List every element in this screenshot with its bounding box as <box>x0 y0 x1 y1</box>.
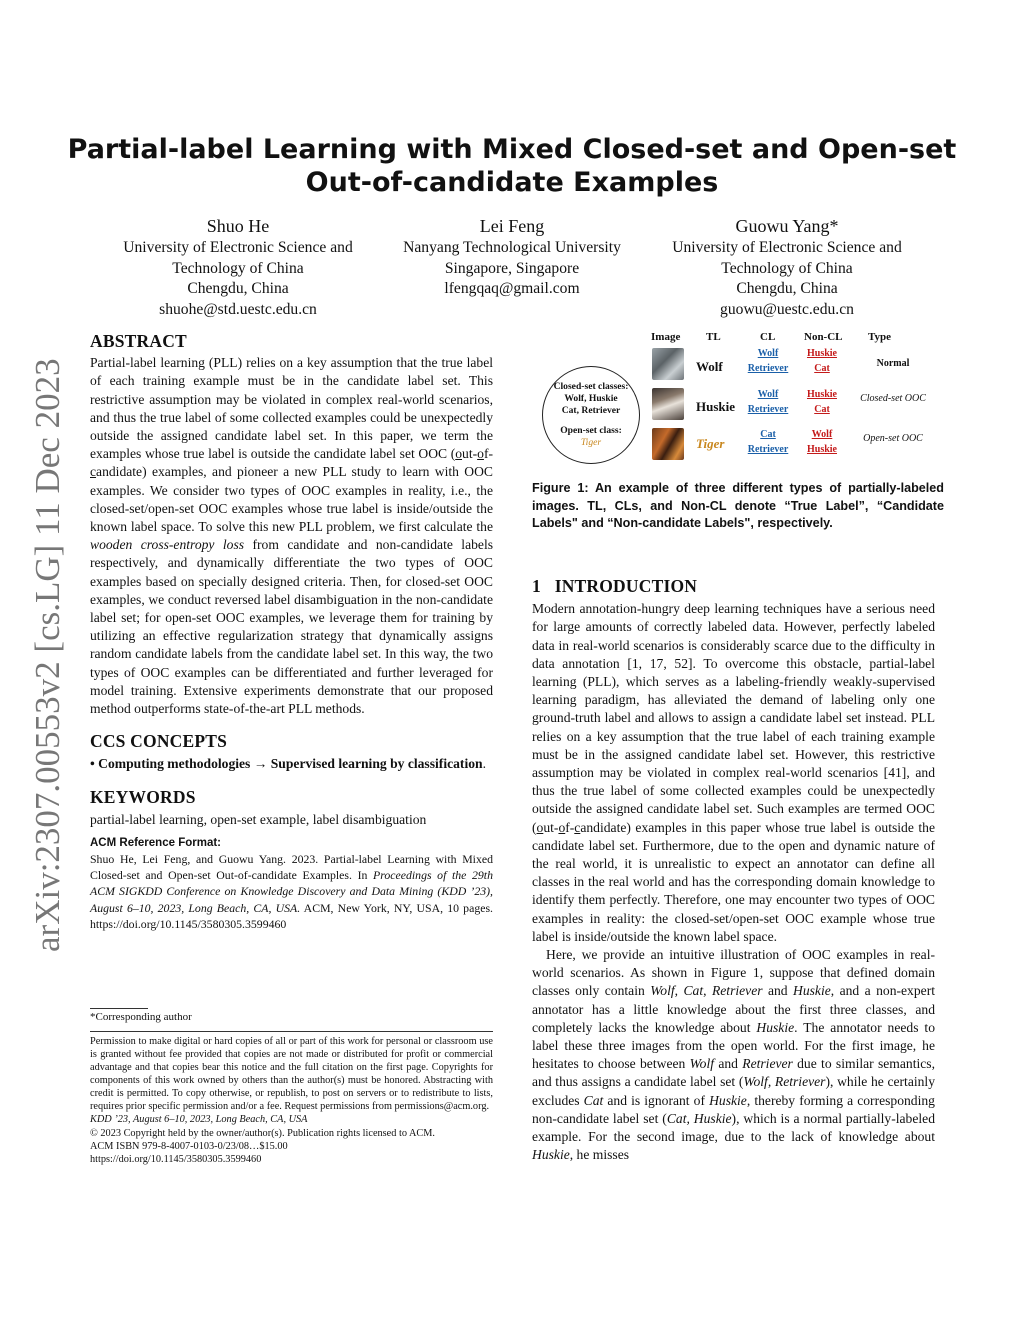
closed-set-list: Wolf, Huskie <box>564 393 618 404</box>
abstract-text: Partial-label learning (PLL) relies on a key assumption that the true label of each training example must be in the candidate label set. This restrictive assumption may be violated in complex real-world scenarios, and thus the true label of some collected examples could be unexpectedly outside the assigned candidate label set. In this paper, we term the examples whose true label is outside the candidate label set OOC (out-of-candidate) examples, and pioneer a new PLL study to learn with OOC examples. We consider two types of OOC examples in reality, i.e., the closed-set/open-set OOC examples whose true label is inside/outside the known label space. To solve this new PLL problem, we first calculate the wooden cross-entropy loss from candidate and non-candidate labels respectively, and dynamically differentiate the two types of OOC examples based on specially designed criteria. Then, for closed-set OOC examples, we conduct reversed label disambiguation in the non-candidate label set; for open-set OOC examples, we leverage them for training by utilizing an effective regularization strategy that dynamically assigns random candidate labels from the candidate label set. In this way, the two types of OOC examples can be differentiated and further leveraged for model training. Extensive experiments demonstrate that our proposed method outperforms state-of-the-art PLL methods. <box>90 355 494 717</box>
author-affiliation: Singapore, Singapore <box>444 259 580 277</box>
permission-block <box>90 1036 493 1167</box>
tiger-image <box>652 428 684 460</box>
author-city: Chengdu, China <box>736 280 838 297</box>
true-label: Wolf <box>696 359 723 374</box>
doi-line: https://doi.org/10.1145/3580305.3599460 <box>90 1154 262 1166</box>
conference-line: KDD ’23, August 6–10, 2023, Long Beach, CA, USA <box>90 1114 308 1126</box>
left-column <box>90 332 493 932</box>
author-3 <box>647 214 927 320</box>
copyright-line: © 2023 Copyright held by the owner/author(s). Publication rights licensed to ACM. <box>90 1128 436 1140</box>
wolf-image <box>652 348 684 380</box>
author-name: Shuo He <box>206 216 270 236</box>
candidate-labels: Wolf Retriever <box>747 348 789 374</box>
closed-set-label: Closed-set classes: <box>553 381 629 392</box>
candidate-labels: Cat Retriever <box>747 429 789 455</box>
author-email: guowu@uestc.edu.cn <box>720 300 854 318</box>
figure-1 <box>540 330 940 470</box>
reference-format-text: Shuo He, Lei Feng, and Guowu Yang. 2023. Partial-label Learning with Mixed Closed-set and Open-set Out-of-candidate Examples. In Proceedings of the 29th ACM SIGKDD Conference on Knowledge Discovery and Data Mining (KDD ’23), August 6–10, 2023, Long Beach, CA, USA. ACM, New York, NY, USA, 10 pages. https://doi.org/10.1145/3580305.3599460 <box>90 852 493 931</box>
huskie-image <box>652 388 684 420</box>
right-column <box>532 577 935 1165</box>
keywords-text: partial-label learning, open-set example, label disambiguation <box>90 811 427 827</box>
example-type: Closed-set OOC <box>860 393 926 404</box>
author-affiliation: University of Electronic Science and <box>672 239 902 256</box>
header-noncl: Non-CL <box>804 331 843 343</box>
author-name: Guowu Yang* <box>735 216 839 236</box>
header-image: Image <box>651 331 681 343</box>
author-affiliation: Technology of China <box>172 259 304 277</box>
intro-paragraph-2: Here, we provide an intuitive illustration of OOC examples in real-world scenarios. As shown in Figure 1, suppose that defined domain classes only contain Wolf, Cat, Retriever and Huskie, and a non-expert annotator has a little knowledge about the first three classes, and completely lacks the knowledge about Huskie. The annotator needs to label these three images from the open world. For the first image, he hesitates to choose between Wolf and Retriever due to similar semantics, and thus assigns a candidate label set (Wolf, Retriever), while he certainly excludes Cat and is ignorant of Huskie, thereby forming a corresponding non-candidate label set (Cat, Huskie), which is a normal partially-labeled example. For the second image, due to the lack of knowledge about Huskie, he misses <box>532 947 935 1163</box>
non-candidate-labels: Huskie Cat <box>806 348 837 374</box>
figure-caption: Figure 1: An example of three different types of partially-labeled images. TL, CLs, and Non-CL denote “True Label”, “Candidate Labels" and “Non-candidate Labels", respectively. <box>532 481 944 530</box>
ccs-text: • Computing methodologies → Supervised learning by classification. <box>90 756 486 772</box>
abstract-heading: ABSTRACT <box>90 331 187 351</box>
candidate-labels: Wolf Retriever <box>747 389 789 415</box>
author-2 <box>372 214 652 300</box>
example-type: Open-set OOC <box>863 433 923 444</box>
isbn-line: ACM ISBN 979-8-4007-0103-0/23/08…$15.00 <box>90 1141 288 1153</box>
non-candidate-labels: Wolf Huskie <box>806 429 837 455</box>
header-type: Type <box>868 331 892 343</box>
author-affiliation: Technology of China <box>721 259 853 277</box>
reference-format-heading: ACM Reference Format: <box>90 837 221 850</box>
permission-rule <box>90 1031 493 1032</box>
class-ellipse <box>542 366 640 464</box>
arxiv-stamp: arXiv:2307.00553v2 [cs.LG] 11 Dec 2023 <box>28 358 67 952</box>
author-email: lfengqaq@gmail.com <box>444 280 580 297</box>
author-name: Lei Feng <box>479 216 545 236</box>
author-affiliation: Nanyang Technological University <box>403 239 621 256</box>
true-label: Huskie <box>696 399 736 414</box>
introduction-heading: 1 INTRODUCTION <box>532 576 698 596</box>
author-1 <box>98 214 378 320</box>
intro-paragraph-1: Modern annotation-hungry deep learning techniques have a serious need for large amounts of correctly labeled data. However, perfectly labeled data in real-world scenarios is considerably scarce due to the difficulty in data annotation [1, 17, 52]. To overcome this obstacle, partial-label learning (PLL), which serves as a labeling-friendly weakly-supervised learning paradigm, has alleviated the demand of labeling only one ground-truth label and allows to assign a candidate label set instead. PLL relies on a key assumption that the true label of each training example must be in the assigned candidate label set. However, this restrictive assumption may be violated in complex real-world scenarios [41], and thus the true label of some collected examples could be unexpectedly outside the assigned candidate label set. Such examples are termed OOC (out-of-candidate) examples in this paper whose true label is outside the candidate label set. Furthermore, due to the open and dynamic nature of the real world, it is unrealistic to expect an annotator can define all classes in the real world and has the corresponding domain knowledge to identify them perfectly. Therefore, one may encounter two types of OOC examples in reality: the closed-set/open-set OOC example whose true label is inside/outside the known label space. <box>532 601 935 944</box>
example-type: Normal <box>876 358 910 369</box>
paper-title: Partial-label Learning with Mixed Closed-set and Open-set Out-of-candidate Examples <box>67 134 957 198</box>
ccs-heading: CCS CONCEPTS <box>90 731 228 752</box>
author-email: shuohe@std.uestc.edu.cn <box>159 300 317 318</box>
permission-text: Permission to make digital or hard copies of all or part of this work for personal or classroom use is granted without fee provided that copies are not made or distributed for profit or commercial advantage and that copies bear this notice and the full citation on the first page. Copyrights for components of this work owned by others than the author(s) must be honored. Abstracting with credit is permitted. To copy otherwise, or republish, to post on servers or to redistribute to lists, requires prior specific permission and/or a fee. Request permissions from permissions@acm.org. <box>90 1036 493 1112</box>
author-city: Chengdu, China <box>187 280 289 297</box>
closed-set-list: Cat, Retriever <box>561 405 621 416</box>
non-candidate-labels: Huskie Cat <box>806 389 837 415</box>
open-set-label: Open-set class: <box>560 425 622 436</box>
author-affiliation: University of Electronic Science and <box>123 239 353 256</box>
keywords-heading: KEYWORDS <box>90 786 196 807</box>
header-tl: TL <box>706 331 721 343</box>
true-label: Tiger <box>696 436 725 451</box>
header-cl: CL <box>760 331 776 343</box>
open-set-list: Tiger <box>580 437 602 448</box>
corresponding-note: *Corresponding author <box>90 1011 192 1023</box>
footnote-rule <box>90 1008 148 1009</box>
